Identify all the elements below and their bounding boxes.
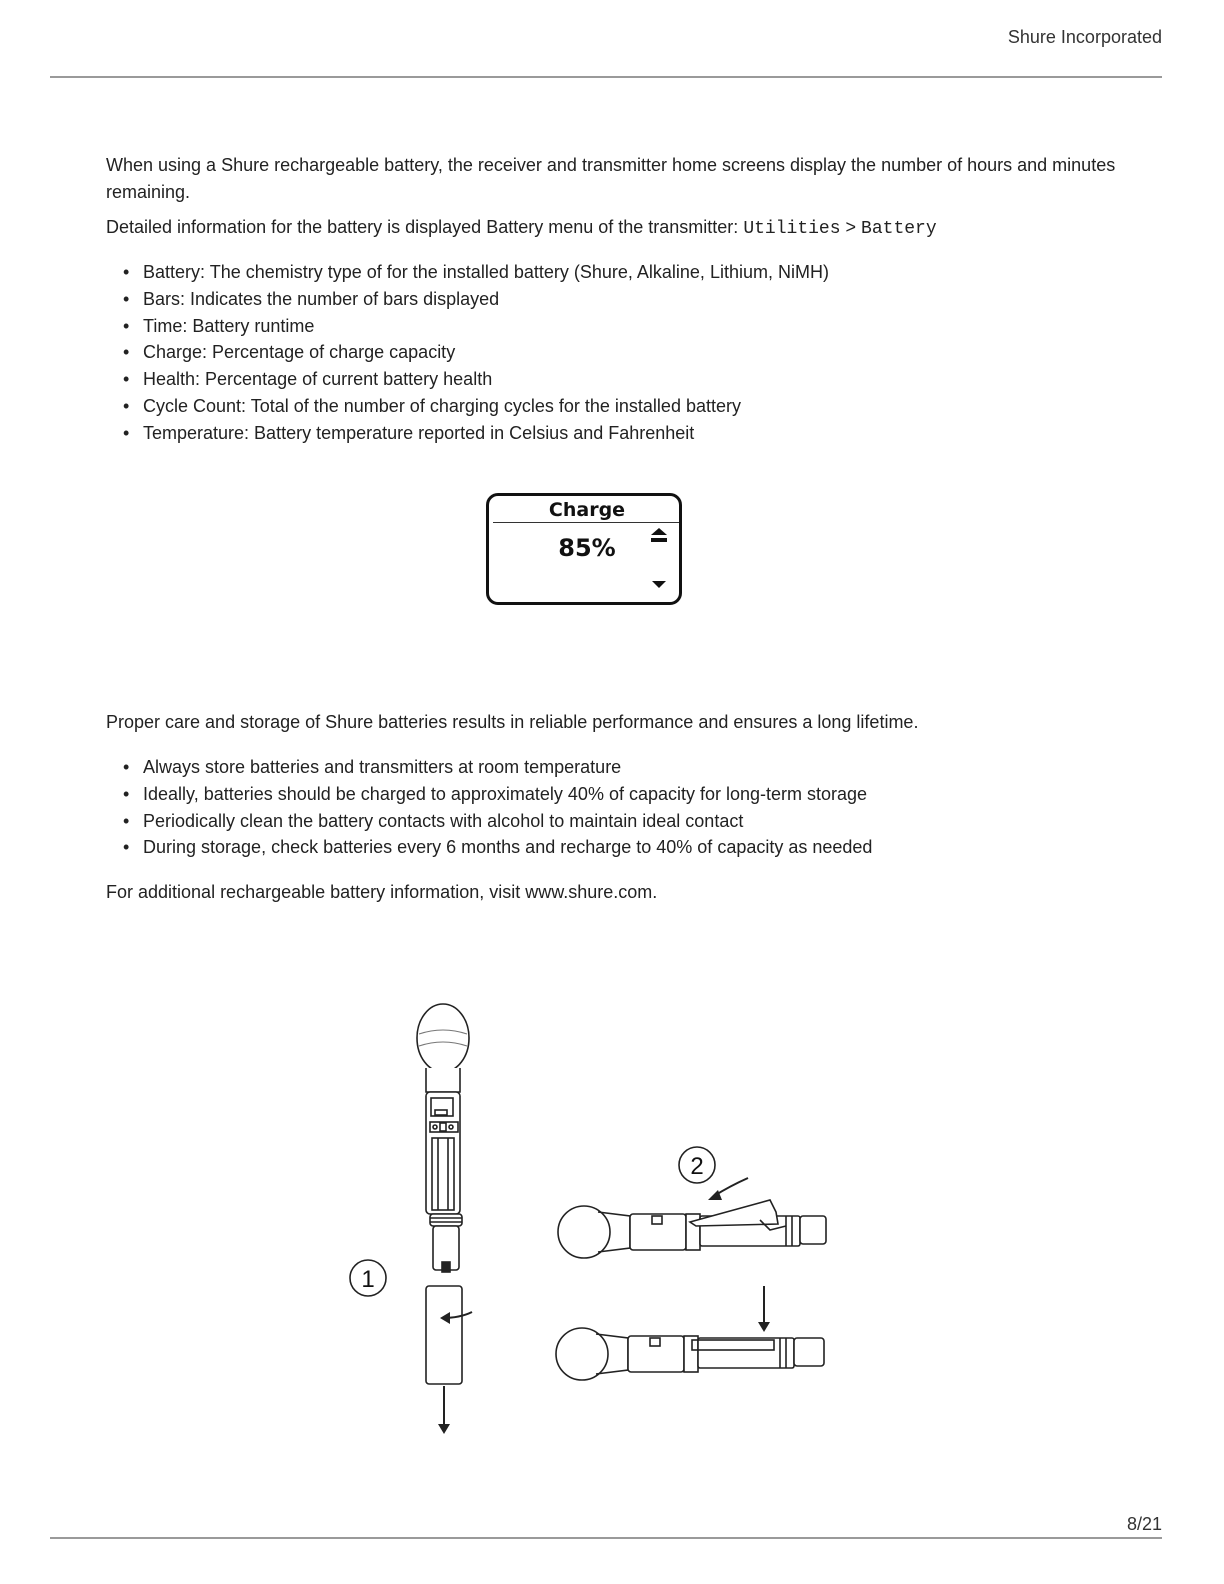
- intro-paragraph: When using a Shure rechargeable battery, the receiver and transmitter home screens display the number of hours and minutes remaining.: [106, 155, 1116, 202]
- step-2-label: 2: [690, 1153, 704, 1180]
- list-item: • Bars: Indicates the number of bars displayed: [106, 286, 829, 313]
- charge-screen-value: 85%: [558, 534, 616, 562]
- care-intro-paragraph: Proper care and storage of Shure batteries results in reliable performance and ensures a long lifetime.: [106, 712, 919, 732]
- step-1-label: 1: [361, 1266, 375, 1293]
- list-item: • Health: Percentage of current battery health: [106, 366, 829, 393]
- list-item: • Always store batteries and transmitters at room temperature: [106, 754, 872, 781]
- vertical-microphone-icon: [417, 1004, 469, 1272]
- menu-path-battery: Battery: [861, 219, 937, 239]
- charge-screen-title: Charge: [548, 499, 626, 521]
- arrow-down-icon: [651, 580, 667, 590]
- list-item: • Battery: The chemistry type of for the installed battery (Shure, Alkaline, Lithium, NiMH): [106, 259, 829, 286]
- list-item: • Ideally, batteries should be charged to approximately 40% of capacity for long-term storage: [106, 781, 872, 808]
- eject-up-icon: [649, 526, 669, 546]
- page-number: 8/21: [1126, 1514, 1162, 1534]
- list-item: • During storage, check batteries every 6 months and recharge to 40% of capacity as needed: [106, 834, 872, 861]
- list-item: • Charge: Percentage of charge capacity: [106, 339, 829, 366]
- list-item: • Time: Battery runtime: [106, 313, 829, 340]
- battery-info-list: [106, 259, 829, 447]
- charge-screen-divider: [493, 522, 679, 523]
- battery-cup-icon: [426, 1286, 472, 1434]
- header-divider: [50, 76, 1162, 78]
- list-item: • Temperature: Battery temperature reported in Celsius and Fahrenheit: [106, 420, 829, 447]
- battery-installation-illustration: [330, 1000, 840, 1440]
- horizontal-microphone-bottom-icon: [556, 1328, 824, 1380]
- horizontal-microphone-top-icon: [558, 1200, 826, 1258]
- menu-path-utilities: Utilities: [743, 219, 841, 239]
- header-company-name: Shure Incorporated: [1007, 27, 1162, 47]
- additional-info-paragraph: For additional rechargeable battery information, visit www.shure.com.: [106, 882, 658, 902]
- list-item: • Cycle Count: Total of the number of charging cycles for the installed battery: [106, 393, 829, 420]
- care-list: [106, 754, 872, 861]
- footer-divider: [50, 1537, 1162, 1539]
- battery-menu-text: Detailed information for the battery is displayed Battery menu of the transmitter:: [106, 217, 744, 237]
- list-item: • Periodically clean the battery contacts with alcohol to maintain ideal contact: [106, 808, 872, 835]
- menu-path-separator: >: [840, 217, 862, 237]
- battery-menu-paragraph: [106, 214, 1116, 243]
- charge-screen-illustration: [486, 493, 682, 605]
